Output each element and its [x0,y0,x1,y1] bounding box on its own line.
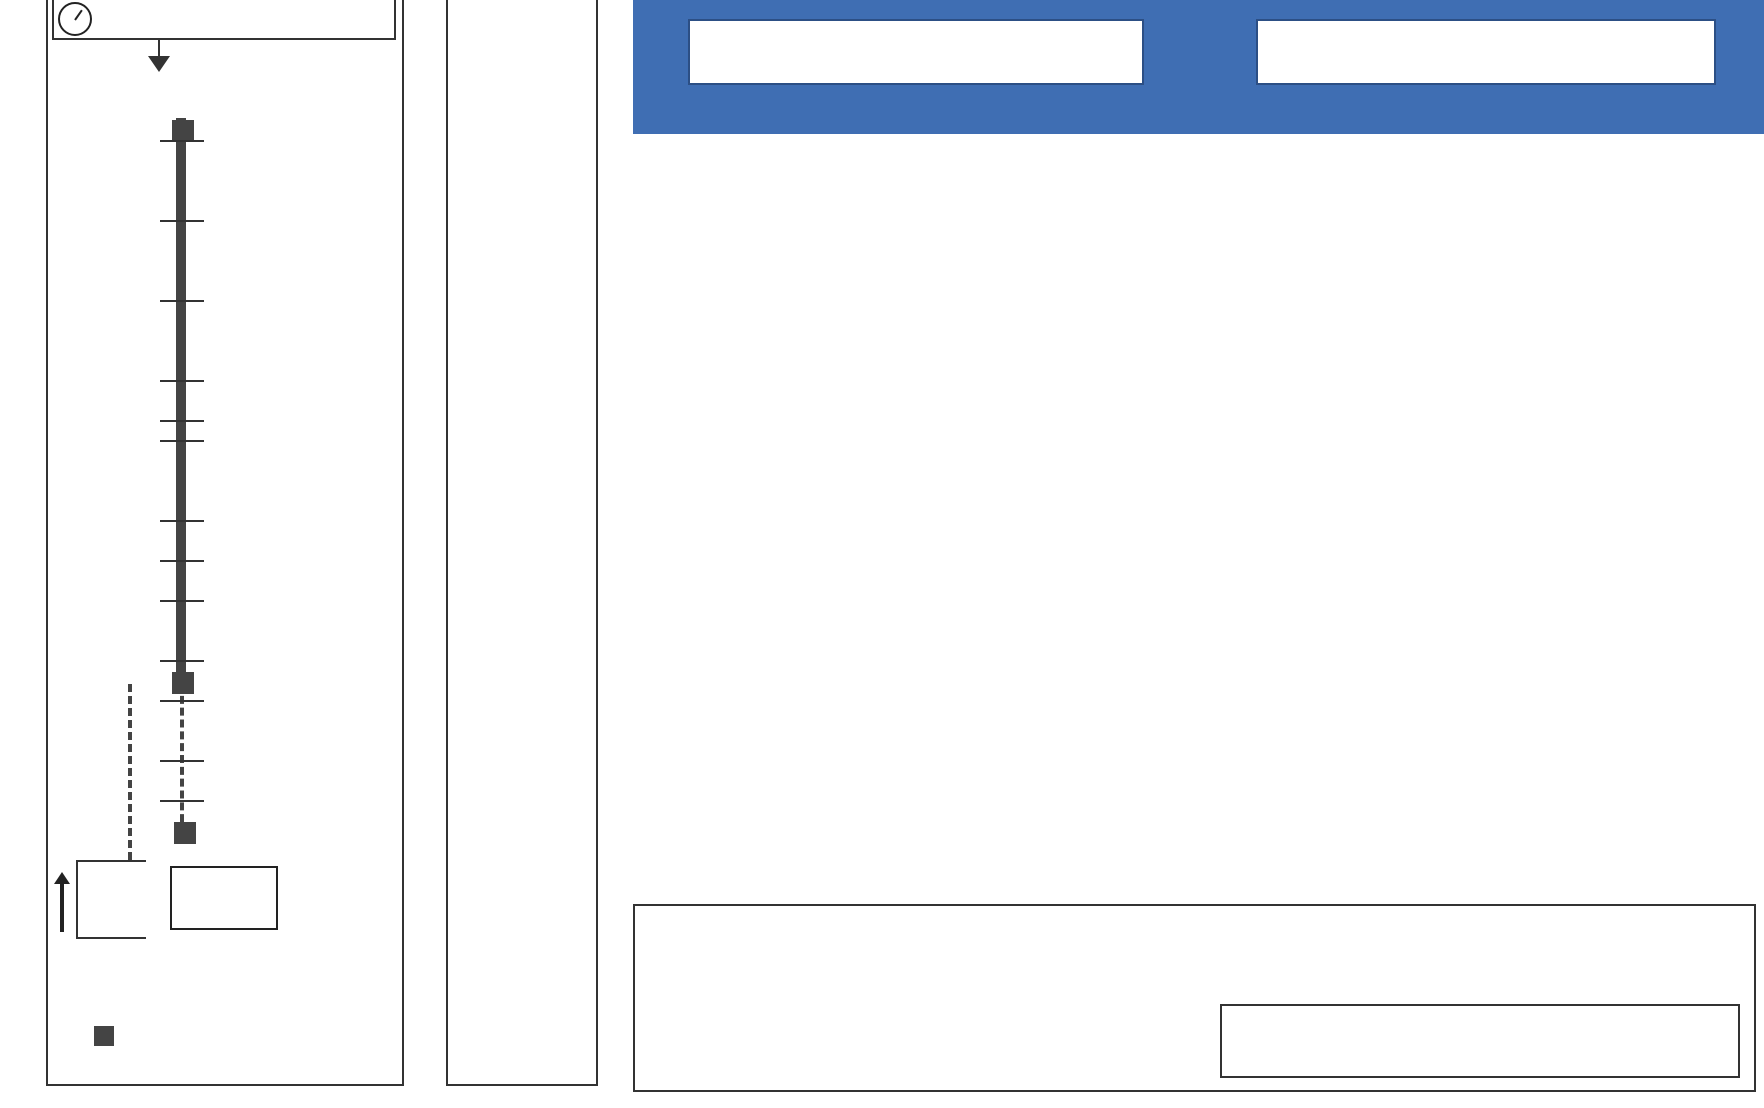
stop-tick [160,520,204,522]
travel-time-title [52,0,396,40]
figuiers-group-box [170,866,278,930]
loop-top [76,860,146,862]
loop-bottom [76,937,146,939]
stop-tick [160,420,204,422]
stop-tick [160,660,204,662]
terminus-marker [172,120,194,142]
origin-box [688,19,1144,85]
stop-tick [160,300,204,302]
stop-tick [160,600,204,602]
loop-line [76,860,78,938]
down-arrow-icon [148,56,170,72]
branch-dashed-line [128,684,132,860]
terminus-marker [172,672,194,694]
terminus-marker [174,822,196,844]
stop-tick [160,560,204,562]
stop-tick [160,140,204,142]
stop-tick [160,220,204,222]
up-arrow-icon [54,872,70,884]
clock-icon [58,2,92,36]
stop-tick [160,800,204,802]
branch-dashed-line-2 [180,684,184,834]
left-arrow-icon [100,884,124,912]
up-arrow-stem [60,880,64,932]
stop-tick [160,440,204,442]
terminus-square-icon [94,1026,114,1046]
destination-box [1256,19,1716,85]
stop-tick [160,380,204,382]
stop-tick [160,760,204,762]
stop-tick [160,700,204,702]
info-box [1220,1004,1740,1078]
notes-panel [446,0,598,1086]
